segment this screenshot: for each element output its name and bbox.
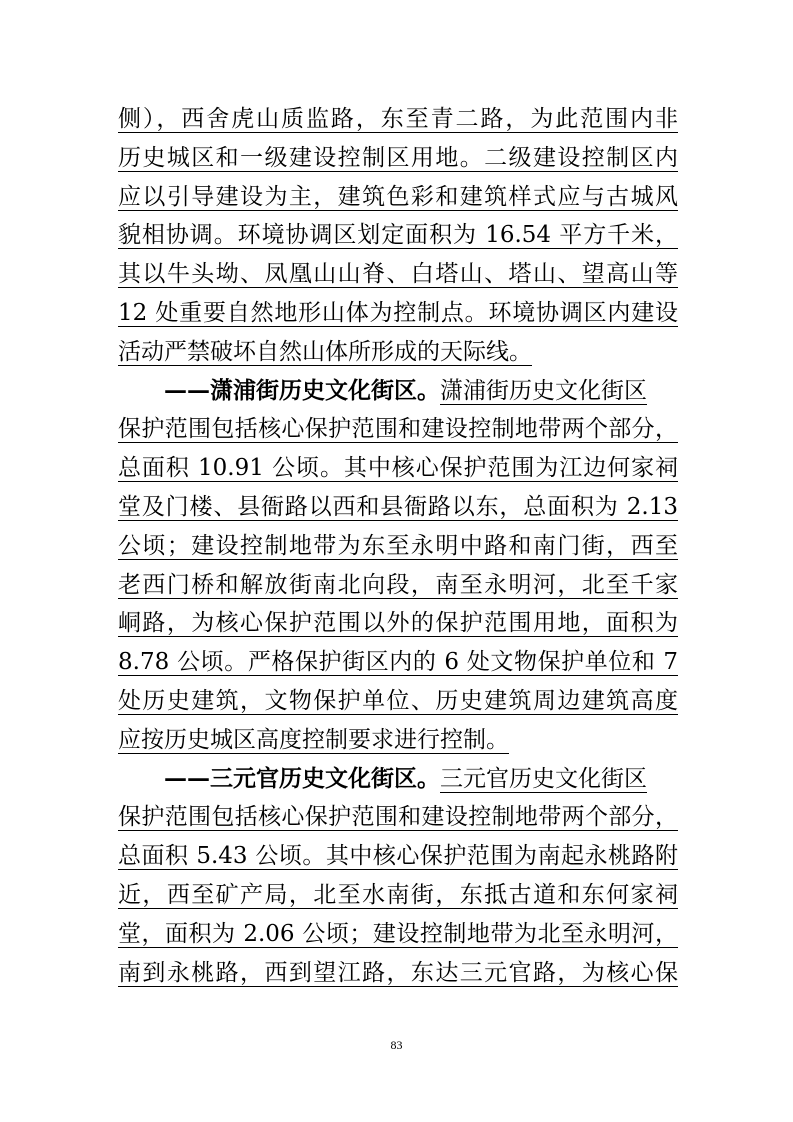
text-line: 总面积 10.91 公顷。其中核心保护范围为江边何家祠 [118, 455, 678, 482]
text-line: 貌相协调。环境协调区划定面积为 16.54 平方千米， [118, 222, 678, 249]
text-line: 堂，面积为 2.06 公顷；建设控制地带为北至永明河， [118, 920, 678, 947]
body-text [118, 100, 678, 992]
text-line: 堂及门楼、县衙路以西和县衙路以东，总面积为 2.13 [118, 493, 678, 520]
section-heading-line: ——三元官历史文化街区。三元官历史文化街区 [164, 764, 647, 792]
text-line: 8.78 公顷。严格保护街区内的 6 处文物保护单位和 7 [118, 649, 678, 676]
text-line: 南到永桃路，西到望江路，东达三元官路，为核心保 [118, 959, 678, 986]
text-line: 保护范围包括核心保护范围和建设控制地带两个部分， [118, 804, 678, 831]
text-line: 近，西至矿产局，北至水南街，东抵古道和东何家祠 [118, 881, 678, 908]
text-line: 活动严禁破坏自然山体所形成的天际线。 [118, 338, 532, 365]
section-heading: ——三元官历史文化街区。 [164, 764, 440, 792]
text-line: 处历史建筑，文物保护单位、历史建筑周边建筑高度 [118, 687, 678, 714]
text-line: 应以引导建设为主，建筑色彩和建筑样式应与古城风 [118, 183, 678, 210]
text-line: 公顷；建设控制地带为东至永明中路和南门街，西至 [118, 532, 678, 559]
text-line: 历史城区和一级建设控制区用地。二级建设控制区内 [118, 144, 678, 171]
section-heading: ——潇浦街历史文化街区。 [164, 376, 440, 404]
text-line: 老西门桥和解放街南北向段，南至永明河，北至千家 [118, 571, 678, 598]
text-line: 峒路，为核心保护范围以外的保护范围用地，面积为 [118, 610, 678, 637]
text-line: 其以牛头坳、凤凰山山脊、白塔山、塔山、望高山等 [118, 261, 678, 288]
text-line: 保护范围包括核心保护范围和建设控制地带两个部分， [118, 416, 678, 443]
text-line: 12 处重要自然地形山体为控制点。环境协调区内建设 [118, 299, 678, 326]
text-line: 应按历史城区高度控制要求进行控制。 [118, 726, 509, 753]
text-line: 总面积 5.43 公顷。其中核心保护范围为南起永桃路附 [118, 843, 678, 870]
text-line: 侧），西舍虎山质监路，东至青二路，为此范围内非 [118, 106, 678, 132]
page-number: 83 [390, 1038, 403, 1052]
section-heading-line: ——潇浦街历史文化街区。潇浦街历史文化街区 [164, 376, 647, 404]
